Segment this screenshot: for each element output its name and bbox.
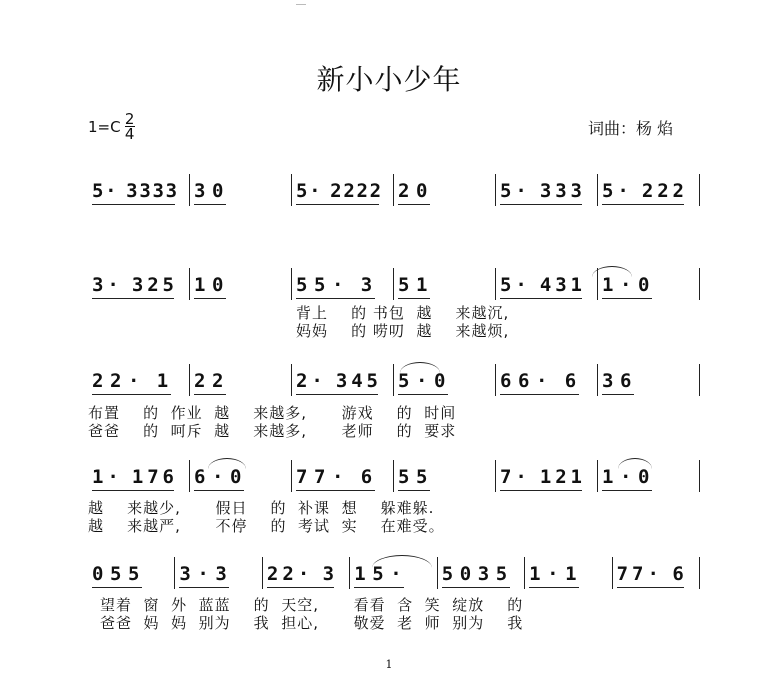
note: 3 bbox=[477, 563, 490, 585]
note: 5 bbox=[314, 274, 326, 296]
page-edge-mark bbox=[296, 4, 306, 6]
bar-line bbox=[437, 557, 438, 589]
tie-slur bbox=[208, 458, 246, 469]
note: 1 bbox=[602, 274, 614, 296]
note: 2 bbox=[398, 180, 410, 202]
beam-line bbox=[617, 587, 684, 588]
note: 0 bbox=[638, 274, 650, 296]
beam-line bbox=[500, 490, 582, 491]
note: 1 bbox=[570, 466, 582, 488]
note: 2 bbox=[657, 180, 669, 202]
time-top: 2 bbox=[124, 110, 135, 128]
note: 5 bbox=[162, 274, 174, 296]
beam-line bbox=[500, 394, 579, 395]
beam-line bbox=[442, 587, 510, 588]
bar-line bbox=[612, 557, 613, 589]
note: 5 bbox=[296, 274, 308, 296]
composer-credit: 词曲：杨 焰 bbox=[588, 119, 674, 138]
note: 5 bbox=[398, 370, 410, 392]
lyrics-verse-1: 越 来越少, 假日 的 补课 想 躲难躲. bbox=[88, 499, 435, 517]
note: 5 bbox=[416, 466, 428, 488]
note: 0 bbox=[434, 370, 446, 392]
note: 3 bbox=[194, 180, 206, 202]
note: 1 bbox=[156, 370, 169, 392]
note: 2 bbox=[672, 180, 684, 202]
beam-line bbox=[602, 394, 634, 395]
dot: · bbox=[416, 370, 428, 392]
dot: · bbox=[620, 274, 632, 296]
note: 3 bbox=[322, 563, 335, 585]
note: 3 bbox=[335, 370, 348, 392]
note: 5 bbox=[500, 274, 512, 296]
key-label: 1=C bbox=[88, 117, 121, 136]
note: 5 bbox=[296, 180, 308, 202]
note: 5 bbox=[398, 274, 410, 296]
note: 3 bbox=[215, 563, 227, 585]
note: 6 bbox=[360, 466, 373, 488]
beam-line bbox=[529, 587, 579, 588]
bar-line bbox=[597, 460, 598, 492]
note: 2 bbox=[92, 370, 104, 392]
bar-line bbox=[291, 174, 292, 206]
bar-line bbox=[524, 557, 525, 589]
dot: · bbox=[107, 274, 119, 296]
beam-line bbox=[92, 587, 142, 588]
dot: · bbox=[212, 466, 224, 488]
note: 7 bbox=[147, 466, 159, 488]
note: 2 bbox=[555, 466, 567, 488]
bar-line bbox=[699, 364, 700, 396]
dot: · bbox=[128, 370, 140, 392]
beam-line bbox=[194, 394, 226, 395]
bar-line bbox=[393, 174, 394, 206]
page-number: 1 bbox=[385, 658, 393, 671]
bar-line bbox=[495, 268, 496, 300]
beam-line bbox=[354, 587, 404, 588]
note: 2 bbox=[212, 370, 224, 392]
note: 0 bbox=[230, 466, 242, 488]
dot: · bbox=[620, 466, 632, 488]
bar-line bbox=[262, 557, 263, 589]
note: 7 bbox=[296, 466, 308, 488]
song-title: 新小小少年 bbox=[316, 63, 462, 96]
beam-line bbox=[194, 490, 244, 491]
note: 2 bbox=[110, 370, 122, 392]
tie-slur bbox=[618, 458, 652, 469]
beam-line bbox=[296, 204, 379, 205]
note: 5 bbox=[495, 563, 508, 585]
note: 2 bbox=[641, 180, 654, 202]
note: 3 bbox=[131, 274, 144, 296]
note: 6 bbox=[518, 370, 530, 392]
note: 1 bbox=[131, 466, 144, 488]
note: 1 bbox=[565, 563, 577, 585]
beam-line bbox=[398, 394, 448, 395]
note: 3 bbox=[602, 370, 614, 392]
note: 1 bbox=[529, 563, 541, 585]
note: 0 bbox=[638, 466, 650, 488]
dot: · bbox=[515, 274, 527, 296]
note: 5 bbox=[110, 563, 122, 585]
bar-line bbox=[291, 268, 292, 300]
note: 3 bbox=[555, 274, 567, 296]
note: 3 bbox=[360, 274, 373, 296]
notation-line-4 bbox=[88, 466, 700, 490]
beam-line bbox=[296, 490, 375, 491]
beam-line bbox=[179, 587, 229, 588]
notation-line-2 bbox=[88, 274, 700, 298]
note: 3 bbox=[126, 180, 138, 202]
note: 6 bbox=[194, 466, 206, 488]
beam-line bbox=[296, 298, 375, 299]
note: 0 bbox=[212, 180, 224, 202]
note: 3 bbox=[539, 180, 552, 202]
note: 7 bbox=[500, 466, 512, 488]
note: 5 bbox=[128, 563, 140, 585]
lyrics-verse-1: 背上 的 书包 越 来越沉, bbox=[296, 304, 510, 322]
lyrics-verse-1: 望着 窗 外 蓝蓝 的 天空, 看看 含 笑 绽放 的 bbox=[100, 596, 524, 614]
lyrics-verse-2: 妈妈 的 唠叨 越 来越烦, bbox=[296, 322, 510, 340]
dot: · bbox=[332, 466, 344, 488]
beam-line bbox=[500, 298, 582, 299]
note: 6 bbox=[672, 563, 684, 585]
dot: · bbox=[309, 180, 321, 202]
tie-slur bbox=[400, 362, 440, 373]
lyrics-verse-2: 爸爸 妈 妈 别为 我 担心, 敬爱 老 师 别为 我 bbox=[100, 614, 524, 632]
note: 2 bbox=[282, 563, 294, 585]
note: 6 bbox=[500, 370, 512, 392]
note: 2 bbox=[147, 274, 159, 296]
note: 2 bbox=[194, 370, 206, 392]
bar-line bbox=[495, 364, 496, 396]
dot: · bbox=[515, 180, 527, 202]
dot: · bbox=[515, 466, 527, 488]
bar-line bbox=[699, 174, 700, 206]
beam-line bbox=[92, 204, 175, 205]
bar-line bbox=[597, 174, 598, 206]
beam-line bbox=[398, 298, 430, 299]
bar-line bbox=[174, 557, 175, 589]
bar-line bbox=[189, 268, 190, 300]
dot: · bbox=[197, 563, 209, 585]
dot: · bbox=[617, 180, 629, 202]
bar-line bbox=[189, 364, 190, 396]
bar-line bbox=[597, 364, 598, 396]
beam-line bbox=[500, 204, 582, 205]
time-bottom: 4 bbox=[124, 125, 135, 143]
beam-line bbox=[602, 204, 684, 205]
time-signature bbox=[125, 112, 135, 141]
dot: · bbox=[297, 563, 310, 585]
note: 6 bbox=[162, 466, 174, 488]
note: 1 bbox=[354, 563, 366, 585]
note: 2 bbox=[369, 180, 382, 202]
note: 3 bbox=[139, 180, 151, 202]
notation-line-3 bbox=[88, 370, 700, 394]
note: 2 bbox=[356, 180, 368, 202]
note: 5 bbox=[366, 370, 378, 392]
note: 3 bbox=[92, 274, 104, 296]
note: 2 bbox=[266, 563, 279, 585]
bar-line bbox=[699, 268, 700, 300]
bar-line bbox=[349, 557, 350, 589]
note: 0 bbox=[459, 563, 472, 585]
note: 0 bbox=[212, 274, 224, 296]
beam-line bbox=[92, 394, 171, 395]
bar-line bbox=[189, 460, 190, 492]
key-signature bbox=[88, 112, 135, 141]
note: 1 bbox=[602, 466, 614, 488]
note: 2 bbox=[296, 370, 308, 392]
beam-line bbox=[602, 490, 652, 491]
note: 6 bbox=[620, 370, 632, 392]
dot: · bbox=[107, 466, 119, 488]
bar-line bbox=[393, 364, 394, 396]
note: 0 bbox=[416, 180, 428, 202]
bar-line bbox=[291, 460, 292, 492]
dot: · bbox=[547, 563, 559, 585]
notation-line-1 bbox=[88, 180, 700, 204]
lyrics-verse-2: 爸爸 的 呵斥 越 来越多, 老师 的 要求 bbox=[88, 422, 457, 440]
beam-line bbox=[267, 587, 334, 588]
beam-line bbox=[398, 204, 430, 205]
note: 7 bbox=[616, 563, 629, 585]
beam-line bbox=[194, 298, 226, 299]
tie-slur bbox=[372, 555, 432, 568]
bar-line bbox=[699, 460, 700, 492]
dot: · bbox=[105, 180, 117, 202]
note: 6 bbox=[564, 370, 577, 392]
dot: · bbox=[647, 563, 659, 585]
note: 5 bbox=[398, 466, 410, 488]
beam-line bbox=[194, 204, 226, 205]
bar-line bbox=[393, 268, 394, 300]
note: 3 bbox=[179, 563, 191, 585]
beam-line bbox=[398, 490, 430, 491]
bar-line bbox=[291, 364, 292, 396]
bar-line bbox=[699, 557, 700, 589]
beam-line bbox=[602, 298, 652, 299]
note: 1 bbox=[416, 274, 428, 296]
note: 5 bbox=[602, 180, 614, 202]
note: 5 bbox=[500, 180, 512, 202]
note: 2 bbox=[343, 180, 355, 202]
note: 1 bbox=[92, 466, 104, 488]
bar-line bbox=[393, 460, 394, 492]
note: 5 bbox=[441, 563, 454, 585]
note: 3 bbox=[152, 180, 164, 202]
note: 5 bbox=[372, 563, 384, 585]
note: 1 bbox=[194, 274, 206, 296]
note: 3 bbox=[570, 180, 582, 202]
lyrics-verse-1: 布置 的 作业 越 来越多, 游戏 的 时间 bbox=[88, 404, 457, 422]
beam-line bbox=[92, 298, 174, 299]
bar-line bbox=[495, 460, 496, 492]
note: 1 bbox=[539, 466, 552, 488]
note: 5 bbox=[92, 180, 104, 202]
bar-line bbox=[189, 174, 190, 206]
note: 7 bbox=[632, 563, 644, 585]
note: 2 bbox=[330, 180, 342, 202]
dot: · bbox=[390, 563, 402, 585]
dot: · bbox=[536, 370, 548, 392]
bar-line bbox=[495, 174, 496, 206]
dot: · bbox=[332, 274, 344, 296]
lyrics-verse-2: 越 来越严, 不停 的 考试 实 在难受。 bbox=[88, 517, 445, 535]
note: 0 bbox=[92, 563, 104, 585]
note: 4 bbox=[539, 274, 552, 296]
note: 4 bbox=[351, 370, 363, 392]
tie-slur bbox=[592, 266, 632, 277]
beam-line bbox=[92, 490, 174, 491]
note: 3 bbox=[165, 180, 178, 202]
dot: · bbox=[311, 370, 323, 392]
note: 3 bbox=[555, 180, 567, 202]
note: 7 bbox=[314, 466, 326, 488]
note: 1 bbox=[570, 274, 582, 296]
beam-line bbox=[296, 394, 378, 395]
